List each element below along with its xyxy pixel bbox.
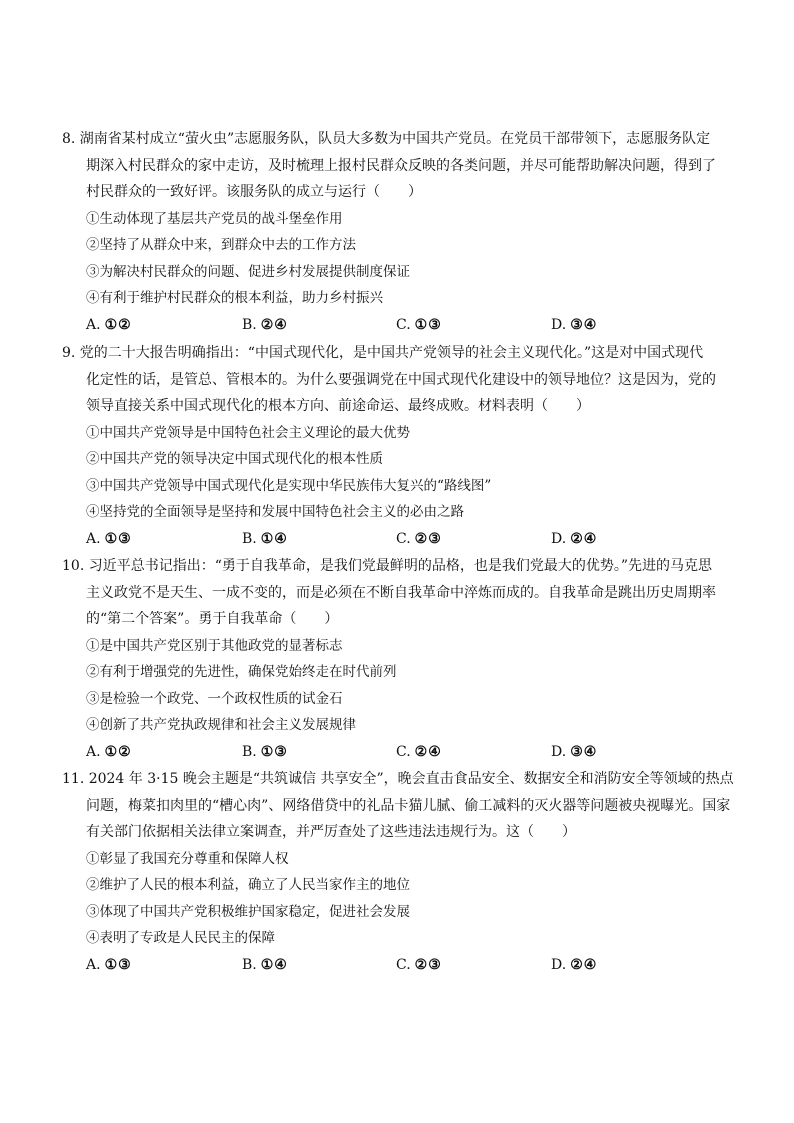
option-d[interactable]: D. ③④ [551,316,598,333]
statement-3: ③为解决村民群众的问题、促进乡村发展提供制度保证 [86,263,410,280]
option-b[interactable]: B. ①③ [242,743,288,760]
option-c[interactable]: C. ②③ [396,956,442,973]
question-11 [62,766,742,978]
question-stem-line: 10. 习近平总书记指出：“勇于自我革命，是我们党最鲜明的品格，也是我们党最大的优势。”先进的马克思 [62,558,713,574]
statement-2: ②坚持了从群众中来，到群众中去的工作方法 [86,237,356,253]
option-d[interactable]: D. ③④ [551,743,598,760]
question-stem-line: 8. 湖南省某村成立“萤火虫”志愿服务队，队员大多数为中国共产党员。在党员干部带领下，志愿服务队定 [62,131,711,147]
option-a[interactable]: A. ①② [86,743,132,760]
statement-1: ①中国共产党领导是中国特色社会主义理论的最大优势 [86,424,410,441]
question-stem-line: 期深入村民群众的家中走访，及时梳理上报村民群众反映的各类问题，并尽可能帮助解决问题，得到了 [86,157,716,174]
statement-4: ④创新了共产党执政规律和社会主义发展规律 [86,717,356,733]
statement-4: ④有利于维护村民群众的根本利益，助力乡村振兴 [86,290,383,306]
option-b[interactable]: B. ②④ [242,316,288,333]
statement-2: ②中国共产党的领导决定中国式现代化的根本性质 [86,451,383,467]
option-a[interactable]: A. ①③ [86,956,132,973]
statement-4: ④坚持党的全面领导是坚持和发展中国特色社会主义的必由之路 [86,504,464,520]
question-stem-line: 领导直接关系中国式现代化的根本方向、前途命运、最终成败。材料表明（ ） [86,398,590,414]
question-stem-line: 的“第二个答案”。勇于自我革命（ ） [86,611,339,627]
option-b[interactable]: B. ①④ [242,956,288,973]
option-c[interactable]: C. ②③ [396,530,442,547]
question-stem-line: 村民群众的一致好评。该服务队的成立与运行（ ） [86,184,422,200]
question-10 [62,553,742,765]
statement-4: ④表明了专政是人民民主的保障 [86,930,275,946]
question-stem-line: 有关部门依据相关法律立案调查，并严厉查处了这些违法违规行为。这（ ） [86,824,576,840]
statement-3: ③体现了中国共产党积极维护国家稳定，促进社会发展 [86,903,410,920]
question-stem-line: 问题，梅菜扣肉里的“槽心肉”、网络借贷中的礼品卡猫儿腻、偷工减料的灭火器等问题被央视曝光。国家 [86,797,731,814]
option-c[interactable]: C. ①③ [396,316,442,333]
answer-options [62,312,742,339]
option-d[interactable]: D. ②④ [551,956,598,973]
statement-1: ①生动体现了基层共产党员的战斗堡垒作用 [86,210,343,227]
answer-options [62,526,742,553]
question-stem-line: 9. 党的二十大报告明确指出：“中国式现代化，是中国共产党领导的社会主义现代化。”这是对中国式现代 [62,345,704,361]
question-9 [62,340,742,552]
option-a[interactable]: A. ①③ [86,530,132,547]
statement-2: ②维护了人民的根本利益，确立了人民当家作主的地位 [86,877,410,893]
question-stem-line: 11. 2024 年 3·15 晚会主题是“共筑诚信 共享安全”，晚会直击食品安全、数据安全和消防安全等领域的热点 [62,771,734,787]
question-8 [62,126,742,338]
question-stem-line: 主义政党不是天生、一成不变的，而是必须在不断自我革命中淬炼而成的。自我革命是跳出历史周期率 [86,584,716,601]
statement-1: ①是中国共产党区别于其他政党的显著标志 [86,637,343,654]
option-d[interactable]: D. ②④ [551,530,598,547]
statement-3: ③中国共产党领导中国式现代化是实现中华民族伟大复兴的“路线图” [86,477,492,494]
option-a[interactable]: A. ①② [86,316,132,333]
option-c[interactable]: C. ②④ [396,743,442,760]
statement-2: ②有利于增强党的先进性，确保党始终走在时代前列 [86,664,397,680]
answer-options [62,739,742,766]
option-b[interactable]: B. ①④ [242,530,288,547]
answer-options [62,952,742,979]
statement-3: ③是检验一个政党、一个政权性质的试金石 [86,690,343,707]
statement-1: ①彰显了我国充分尊重和保障人权 [86,850,289,867]
question-stem-line: 化定性的话，是管总、管根本的。为什么要强调党在中国式现代化建设中的领导地位？这是因为，党的 [86,371,716,388]
